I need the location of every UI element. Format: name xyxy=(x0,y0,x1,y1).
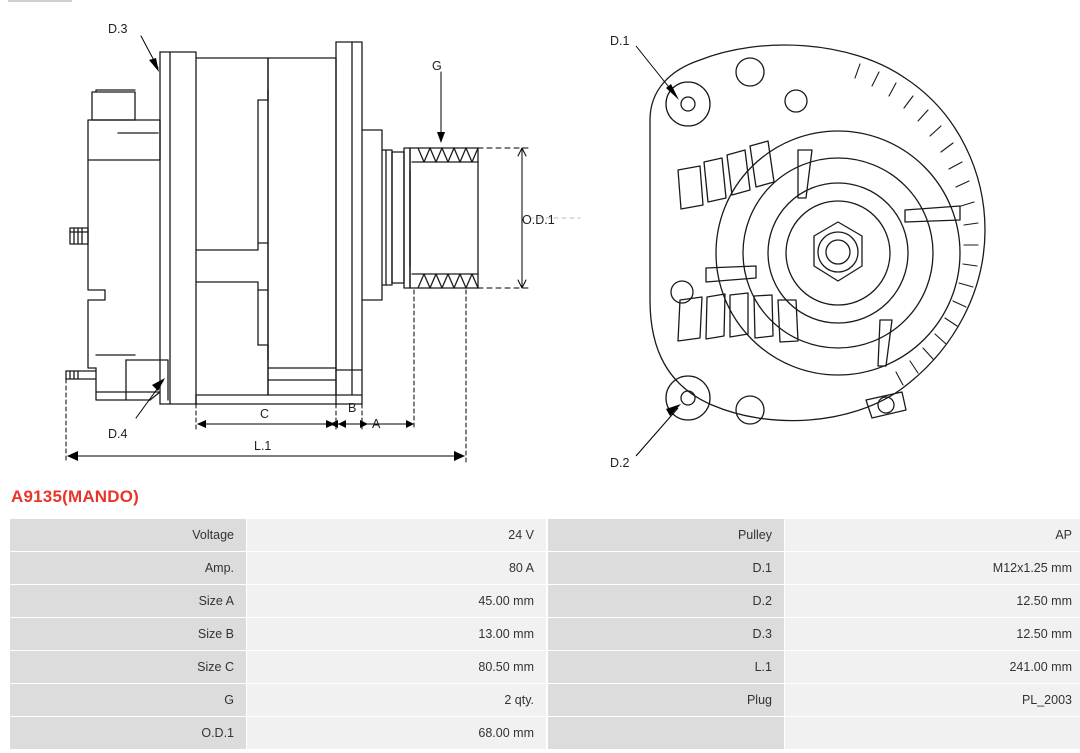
spec-value: 2 qty. xyxy=(247,684,547,717)
label-d4: D.4 xyxy=(108,427,128,441)
label-od1: O.D.1 xyxy=(522,213,555,227)
table-row xyxy=(10,651,547,684)
table-row xyxy=(548,552,1080,585)
label-d3: D.3 xyxy=(108,22,128,36)
table-row xyxy=(548,519,1080,552)
label-a: A xyxy=(372,417,381,431)
spec-key: Voltage xyxy=(10,519,247,552)
table-row xyxy=(548,585,1080,618)
label-l1: L.1 xyxy=(254,439,272,453)
spec-key: G xyxy=(10,684,247,717)
table-row xyxy=(10,552,547,585)
table-row xyxy=(548,684,1080,717)
spec-value: 68.00 mm xyxy=(247,717,547,750)
spec-key: Pulley xyxy=(548,519,785,552)
label-d1: D.1 xyxy=(610,34,630,48)
label-d2: D.2 xyxy=(610,456,630,470)
spec-key: Size C xyxy=(10,651,247,684)
spec-key: L.1 xyxy=(548,651,785,684)
spec-key: O.D.1 xyxy=(10,717,247,750)
spec-key: Amp. xyxy=(10,552,247,585)
spec-value: 80 A xyxy=(247,552,547,585)
spec-value: 24 V xyxy=(247,519,547,552)
table-row xyxy=(10,585,547,618)
table-row xyxy=(10,684,547,717)
table-row xyxy=(10,717,547,750)
spec-table-right xyxy=(547,518,1080,750)
table-row xyxy=(10,618,547,651)
spec-value: 45.00 mm xyxy=(247,585,547,618)
spec-key-empty xyxy=(548,717,785,750)
table-row xyxy=(10,519,547,552)
spec-value: AP xyxy=(785,519,1080,552)
table-row xyxy=(548,618,1080,651)
spec-value: 12.50 mm xyxy=(785,618,1080,651)
spec-value: 241.00 mm xyxy=(785,651,1080,684)
spec-value: 12.50 mm xyxy=(785,585,1080,618)
label-g: G xyxy=(432,59,442,73)
spec-value: 80.50 mm xyxy=(247,651,547,684)
spec-key: D.1 xyxy=(548,552,785,585)
table-row xyxy=(548,651,1080,684)
spec-table-left xyxy=(9,518,547,750)
spec-value: PL_2003 xyxy=(785,684,1080,717)
label-c: C xyxy=(260,407,270,421)
spec-key: Size A xyxy=(10,585,247,618)
spec-value: M12x1.25 mm xyxy=(785,552,1080,585)
spec-value-empty xyxy=(785,717,1080,750)
specification-tables xyxy=(9,518,1071,750)
spec-key: D.2 xyxy=(548,585,785,618)
table-row-empty xyxy=(548,717,1080,750)
label-b: B xyxy=(348,401,357,415)
spec-key: D.3 xyxy=(548,618,785,651)
spec-key: Plug xyxy=(548,684,785,717)
spec-value: 13.00 mm xyxy=(247,618,547,651)
spec-key: Size B xyxy=(10,618,247,651)
page-title: A9135(MANDO) xyxy=(11,487,140,506)
